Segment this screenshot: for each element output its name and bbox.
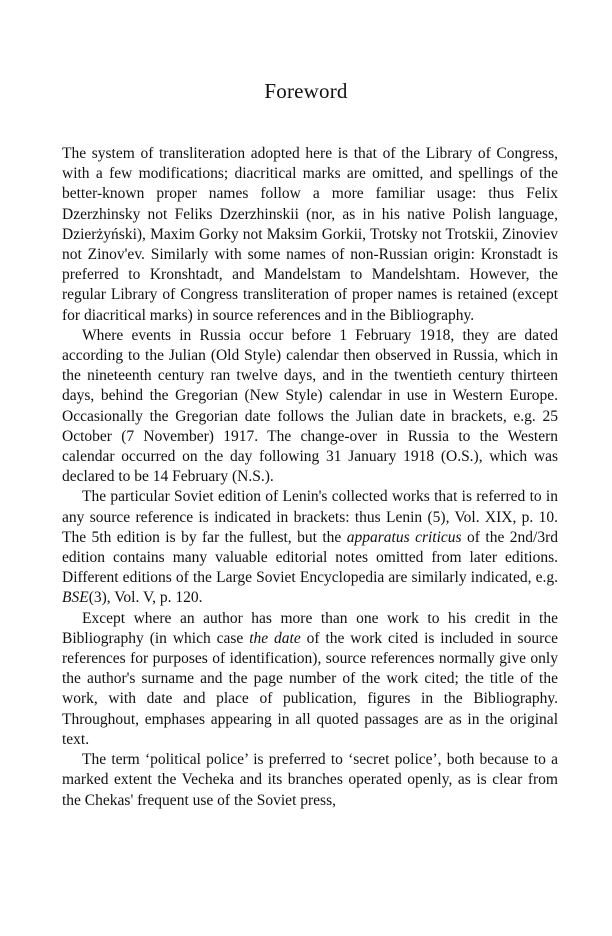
paragraph-calendar xyxy=(62,326,558,488)
italic-run: apparatus criticus xyxy=(346,528,462,546)
text-run: The term ‘political police’ is preferred to ‘secret police’, both because to a marked extent the Vecheka and its branches operated openly, as is clear from the Chekas' frequent use of the Soviet press, xyxy=(62,751,558,809)
text-run: of the work cited is included in source references for purposes of identification), source references normally give only the author's surname and the page number of the work cited; the title of the work, with date and place of publication, figures in the Bibliography. Throughout, emphases appearing in all quoted passages are as in the original text. xyxy=(62,629,558,748)
italic-run: BSE xyxy=(62,589,89,607)
italic-run: the date xyxy=(249,629,301,647)
paragraph-political-police xyxy=(62,750,558,811)
paragraph-source-references xyxy=(62,609,558,750)
text-run: of the 2nd/3rd edition contains many valuable editorial notes omitted from later editions. Different editions of the Large Soviet Encyclopedia are similarly indicated, e.g. xyxy=(62,528,558,587)
body-text xyxy=(62,144,558,811)
text-run: The particular Soviet edition of Lenin's collected works that is referred to in any source reference is indicated in brackets: thus Lenin (5), Vol. XIX, p. 10. The 5th edition is by far the fullest, but the xyxy=(62,488,558,546)
page-title: Foreword xyxy=(264,79,348,103)
text-run: The system of transliteration adopted here is that of the Library of Congress, with a few modifications; diacritical marks are omitted, and spellings of the better-known proper names follow a more familiar usage: thus Felix Dzerzhinsky not Feliks Dzerzhinskii (nor, as in his native Polish language, Dzierżyński), Maxim Gorky not Maksim Gorkii, Trotsky not Trotskii, Zinoviev not Zinov'ev. Similarly with some names of non-Russian origin: Kronstadt is preferred to Kronshtadt, and Mandelstam to Mandelshtam. However, the regular Library of Congress transliteration of proper names is retained (except for diacritical marks) in source references and in the Bibliography. xyxy=(62,145,558,324)
paragraph-lenin-editions xyxy=(62,487,558,608)
text-run: Except where an author has more than one work to his credit in the Bibliography (in which case xyxy=(62,609,558,647)
paragraph-transliteration xyxy=(62,144,558,326)
text-run: Where events in Russia occur before 1 February 1918, they are dated according to the Julian (Old Style) calendar then observed in Russia, which in the nineteenth century ran twelve days, and in the twentieth century thirteen days, behind the Gregorian (New Style) calendar in use in Western Europe. Occasionally the Gregorian date follows the Julian date in brackets, e.g. 25 October (7 November) 1917. The change-over in Russia to the Western calendar occurred on the day following 31 January 1918 (O.S.), which was declared to be 14 February (N.S.). xyxy=(62,326,558,486)
text-run: (3), Vol. V, p. 120. xyxy=(88,589,203,607)
